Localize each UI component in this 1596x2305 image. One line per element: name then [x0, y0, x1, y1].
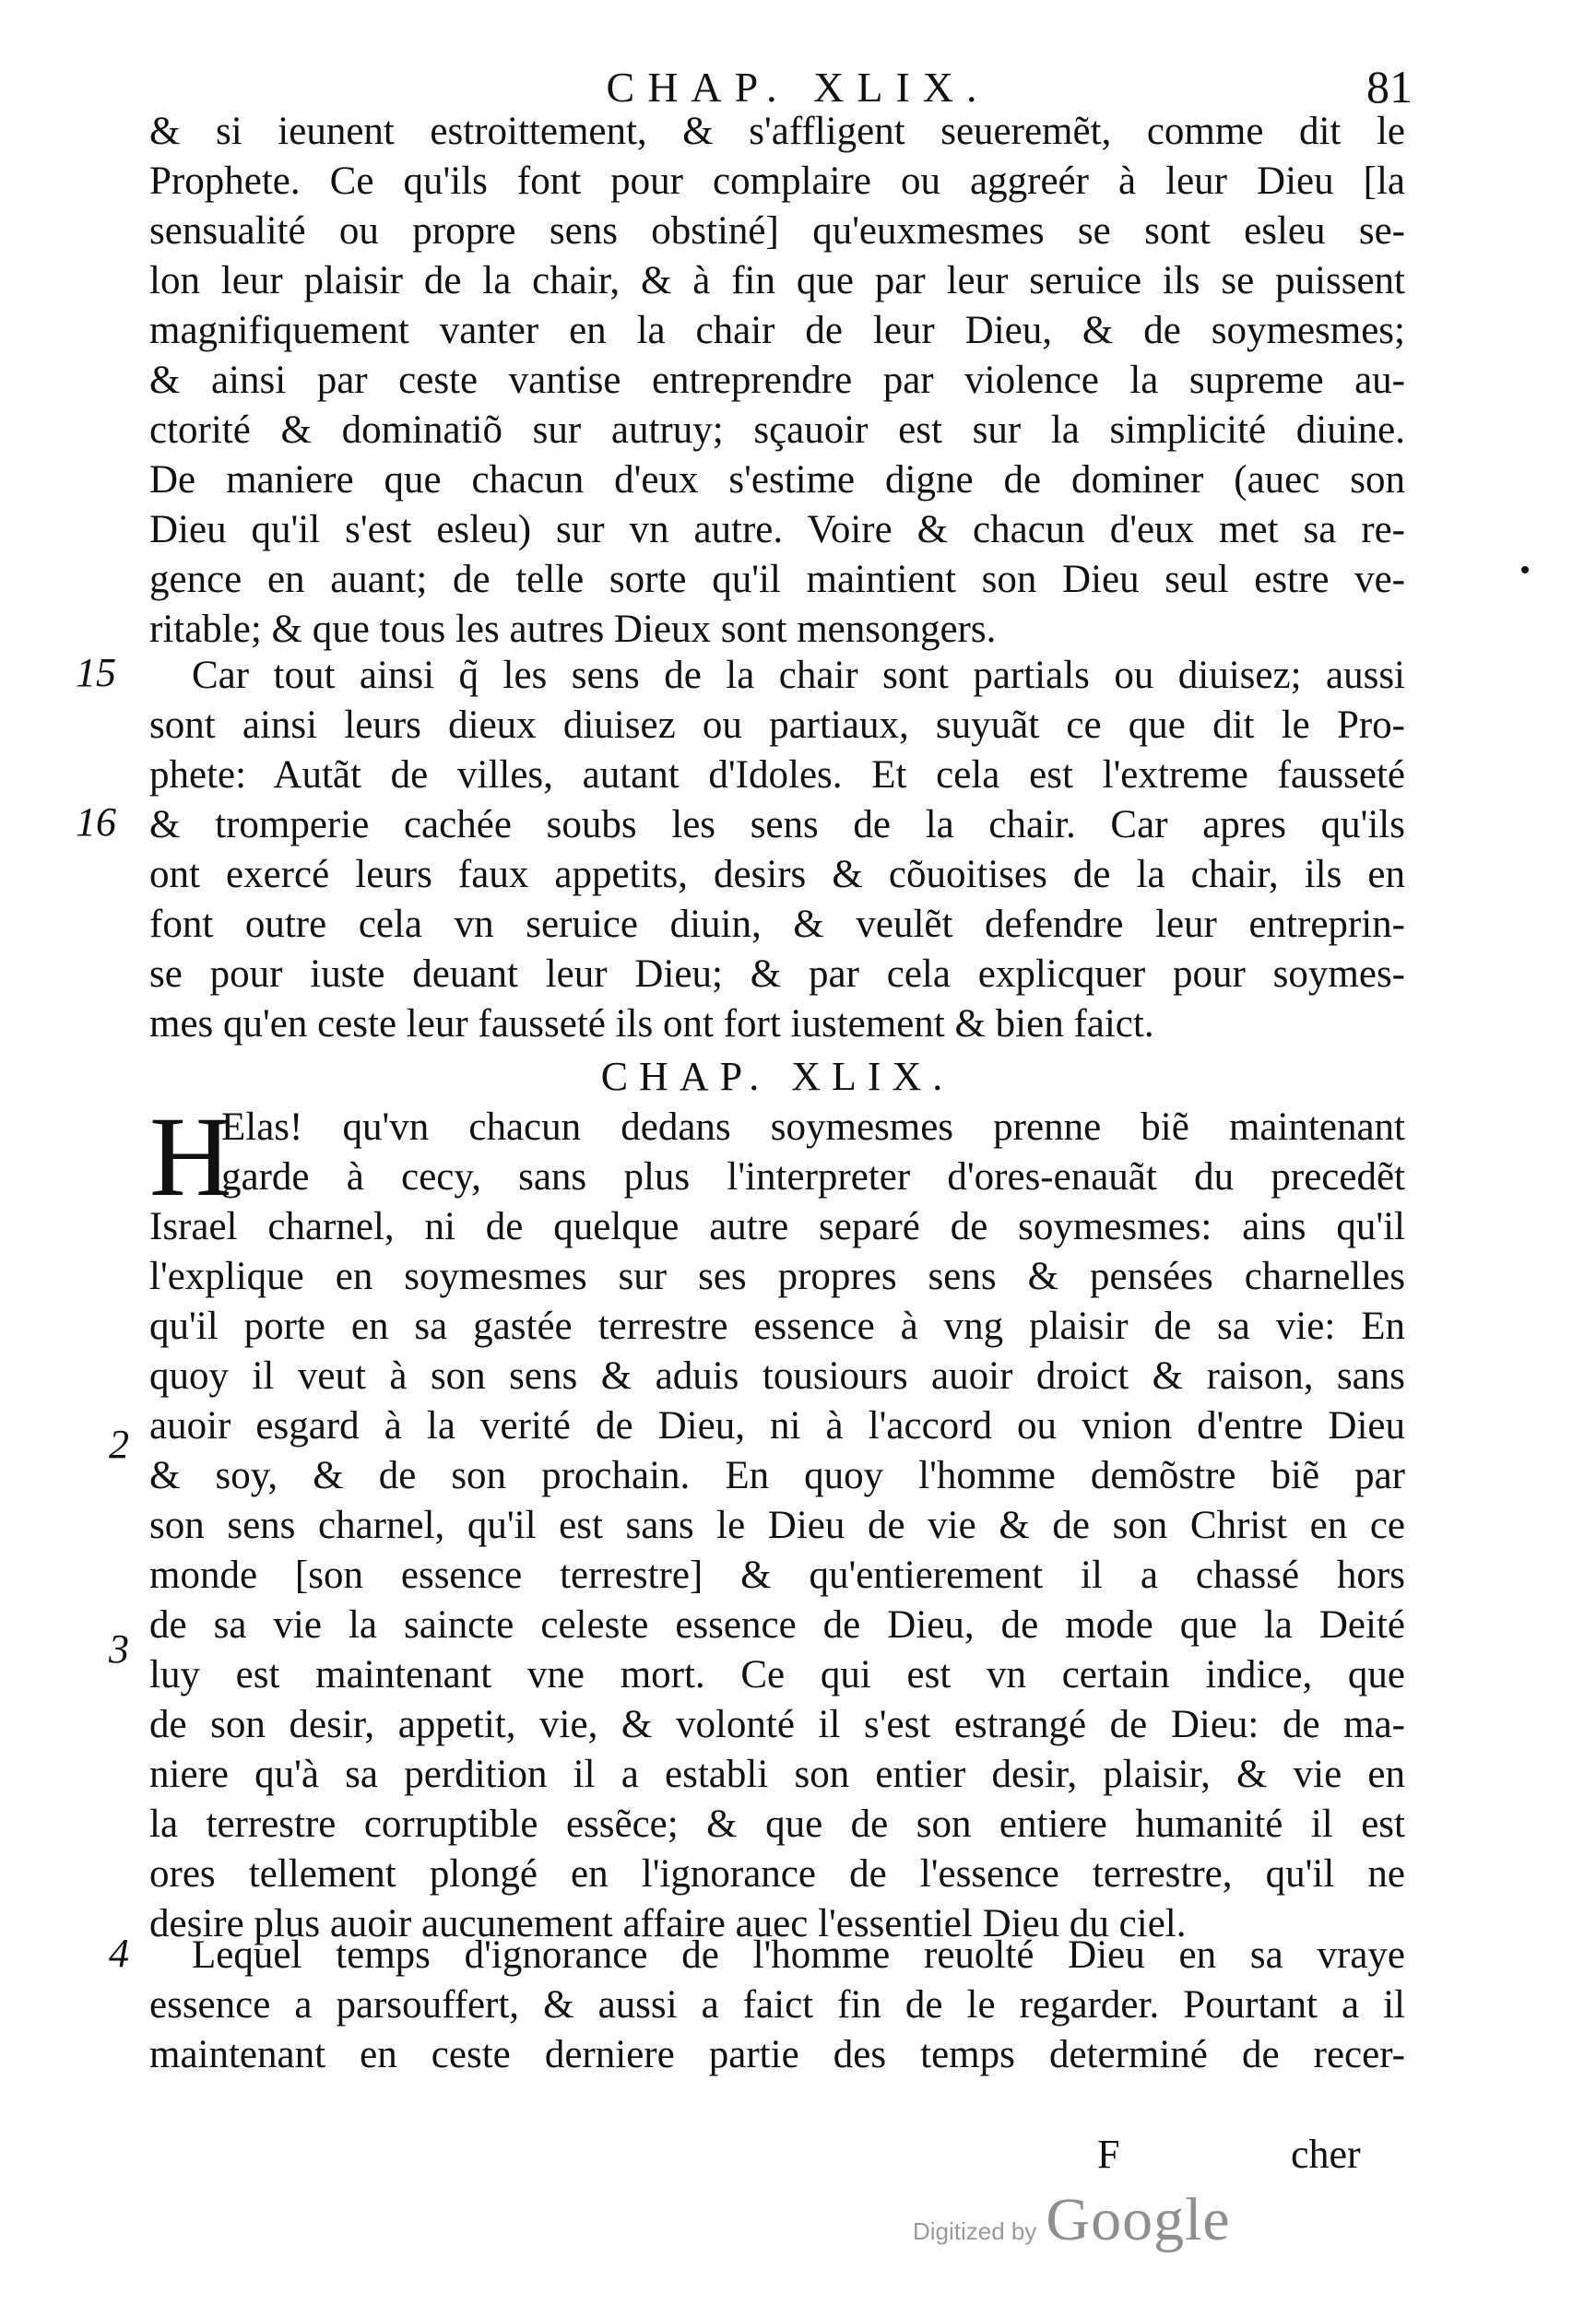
text-line: ores tellement plongé en l'ignorance de l'essence terrestre, qu'il ne — [149, 1852, 1405, 1896]
text-line: Car tout ainsi q̃ les sens de la chair sont partials ou diuisez; aussi — [192, 654, 1405, 697]
text-line: desire plus auoir aucunement affaire auec l'essentiel Dieu du ciel. — [149, 1902, 1187, 1945]
page-number: 81 — [1366, 61, 1413, 112]
text-line: luy est maintenant vne mort. Ce qui est vn certain indice, que — [149, 1653, 1405, 1696]
text-line: de sa vie la saincte celeste essence de Dieu, de mode que la Deité — [149, 1603, 1405, 1647]
text-line: Israel charnel, ni de quelque autre separé de soymesmes: ains qu'il — [149, 1205, 1405, 1248]
text-line: & soy, & de son prochain. En quoy l'homme demõstre biẽ par — [149, 1454, 1405, 1497]
text-line: & ainsi par ceste vantise entreprendre par violence la supreme au- — [149, 359, 1405, 402]
margin-verse-number: 4 — [109, 1931, 129, 1976]
text-line: ctorité & dominatiõ sur autruy; sçauoir est sur la simplicité diuine. — [149, 408, 1405, 452]
text-line: de son desir, appetit, vie, & volonté il s'est estrangé de Dieu: de ma- — [149, 1703, 1405, 1746]
chapter-heading: CHAP. XLIX. — [600, 1054, 954, 1099]
text-line: font outre cela vn seruice diuin, & veulẽt defendre leur entreprin- — [149, 903, 1405, 946]
text-line: gence en auant; de telle sorte qu'il maintient son Dieu seul estre ve- — [149, 558, 1405, 601]
text-line: l'explique en soymesmes sur ses propres sens & pensées charnelles — [149, 1255, 1405, 1298]
paragraph-continued — [149, 107, 1405, 655]
dropcap-lines — [149, 1093, 1405, 1220]
text-line: & tromperie cachée soubs les sens de la chair. Car apres qu'ils — [149, 803, 1405, 846]
margin-verse-number: 3 — [109, 1626, 129, 1672]
text-line: maintenant en ceste derniere partie des temps determiné de recer- — [149, 2033, 1405, 2076]
text-line: De maniere que chacun d'eux s'estime digne de dominer (auec son — [149, 458, 1405, 502]
text-line: ritable; & que tous les autres Dieux sont mensongers. — [149, 608, 997, 651]
margin-verse-number: 16 — [76, 799, 116, 845]
paragraph — [149, 1931, 1405, 2080]
paragraph — [149, 651, 1405, 1049]
text-line: mes qu'en ceste leur fausseté ils ont fort iustement & bien faict. — [149, 1002, 1154, 1046]
text-line: son sens charnel, qu'il est sans le Dieu de vie & de son Christ en ce — [149, 1504, 1405, 1547]
digitization-watermark — [913, 2185, 1231, 2259]
text-line: Dieu qu'il s'est esleu) sur vn autre. Voire & chacun d'eux met sa re- — [149, 508, 1405, 551]
text-line: sont ainsi leurs dieux diuisez ou partiaux, suyuãt ce que dit le Pro- — [149, 703, 1405, 747]
text-line: lon leur plaisir de la chair, & à fin que par leur seruice ils se puissent — [149, 259, 1405, 302]
chapter-heading-block — [149, 1051, 1405, 1103]
signature-mark: F — [1097, 2132, 1120, 2177]
chapter-paragraph — [149, 1093, 1405, 1949]
text-line: monde [son essence terrestre] & qu'entierement il a chassé hors — [149, 1554, 1405, 1597]
digitized-label: Digitized by — [913, 2217, 1037, 2245]
text-line: Lequel temps d'ignorance de l'homme reuolté Dieu en sa vraye — [192, 1933, 1405, 1977]
text-line: se pour iuste deuant leur Dieu; & par cela explicquer pour soymes- — [149, 952, 1405, 996]
text-line: Elas! qu'vn chacun dedans soymesmes prenne biẽ maintenant — [221, 1105, 1405, 1149]
text-line: sensualité ou propre sens obstiné] qu'euxmesmes se sont esleu se- — [149, 209, 1405, 253]
margin-verse-number: 2 — [109, 1422, 129, 1467]
text-line: auoir esgard à la verité de Dieu, ni à l'accord ou vnion d'entre Dieu — [149, 1404, 1405, 1448]
text-line: garde à cecy, sans plus l'interpreter d'ores-enauãt du precedẽt — [221, 1155, 1405, 1199]
google-logo: Google — [1046, 2186, 1231, 2253]
text-line: magnifiquement vanter en la chair de leur Dieu, & de soymesmes; — [149, 309, 1405, 352]
margin-ink-dot — [1521, 566, 1529, 573]
text-line: la terrestre corruptible essẽce; & que de son entiere humanité il est — [149, 1803, 1405, 1846]
text-line: phete: Autãt de villes, autant d'Idoles. Et cela est l'extreme fausseté — [149, 753, 1405, 797]
drop-cap-letter: H — [149, 1093, 232, 1220]
text-line: ont exercé leurs faux appetits, desirs & cõuoitises de la chair, ils en — [149, 853, 1405, 896]
text-line: essence a parsouffert, & aussi a faict fin de le regarder. Pourtant a il — [149, 1983, 1405, 2027]
running-head: CHAP. XLIX. — [606, 64, 990, 111]
text-line: Prophete. Ce qu'ils font pour complaire ou aggreér à leur Dieu [la — [149, 160, 1405, 203]
text-line: qu'il porte en sa gastée terrestre essence à vng plaisir de sa vie: En — [149, 1305, 1405, 1348]
text-line: niere qu'à sa perdition il a establi son entier desir, plaisir, & vie en — [149, 1753, 1405, 1796]
catchword: cher — [1291, 2132, 1361, 2177]
text-line: quoy il veut à son sens & aduis tousiours auoir droict & raison, sans — [149, 1354, 1405, 1398]
text-line: & si ieunent estroittement, & s'affligent seueremẽt, comme dit le — [149, 110, 1405, 153]
margin-verse-number: 15 — [76, 650, 116, 695]
